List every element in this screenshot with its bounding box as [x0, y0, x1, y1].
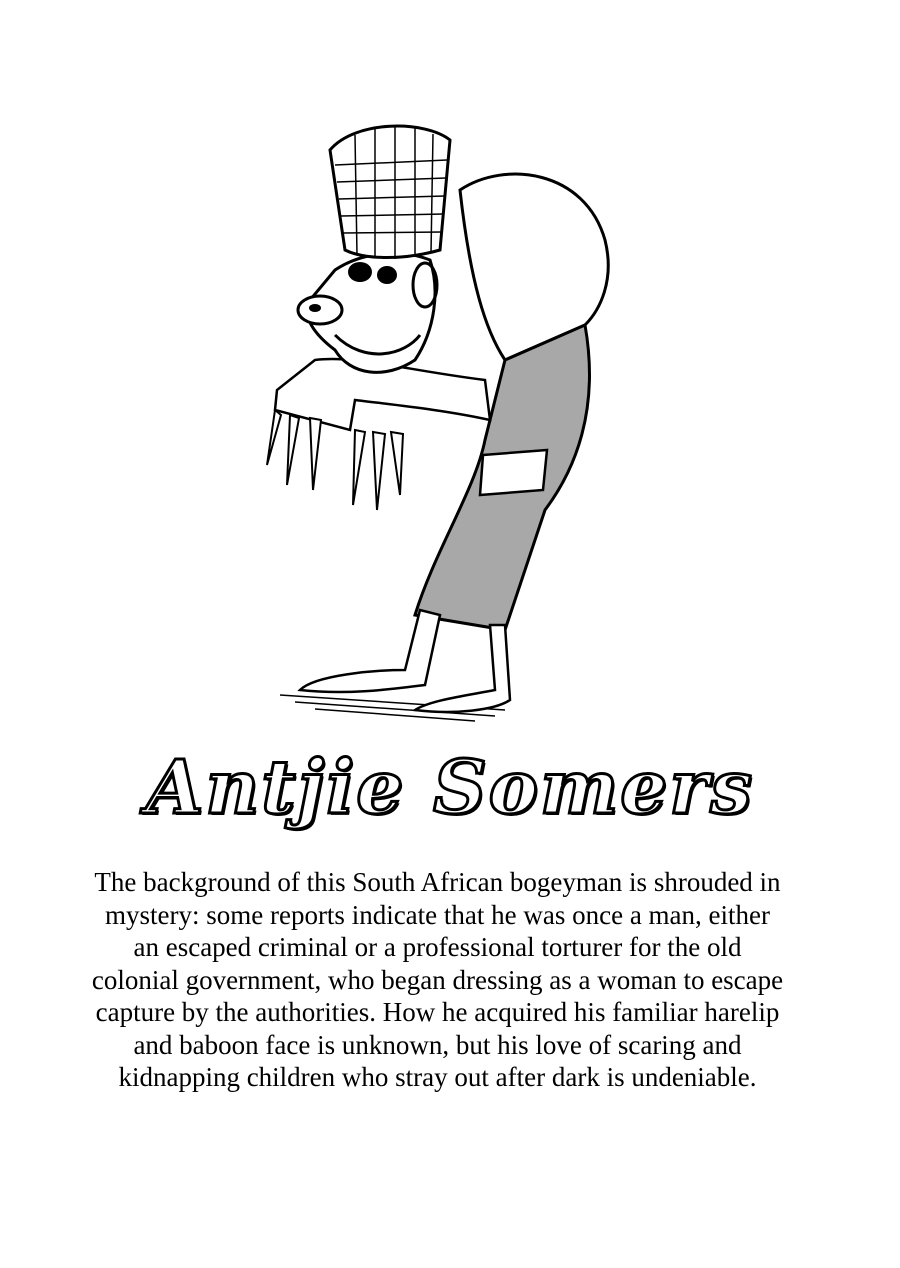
description-text: The background of this South African bogeyman is shrouded in mystery: some reports indicate that he was once a man, either an escaped criminal or a professional torturer for the old colonial government, who began dressing as a woman to escape capture by the authorities. How he acquired his familiar harelip and baboon face is unknown, but his love of scaring and kidnapping children who stray out after dark is undeniable. — [91, 867, 784, 1092]
creature-illustration — [255, 110, 625, 730]
eye-right — [377, 266, 397, 284]
skirt-band — [480, 450, 547, 495]
page-title: Antjie Somers — [146, 745, 754, 831]
eye-left — [348, 262, 372, 282]
left-leg — [300, 610, 440, 692]
nostril — [309, 304, 321, 312]
